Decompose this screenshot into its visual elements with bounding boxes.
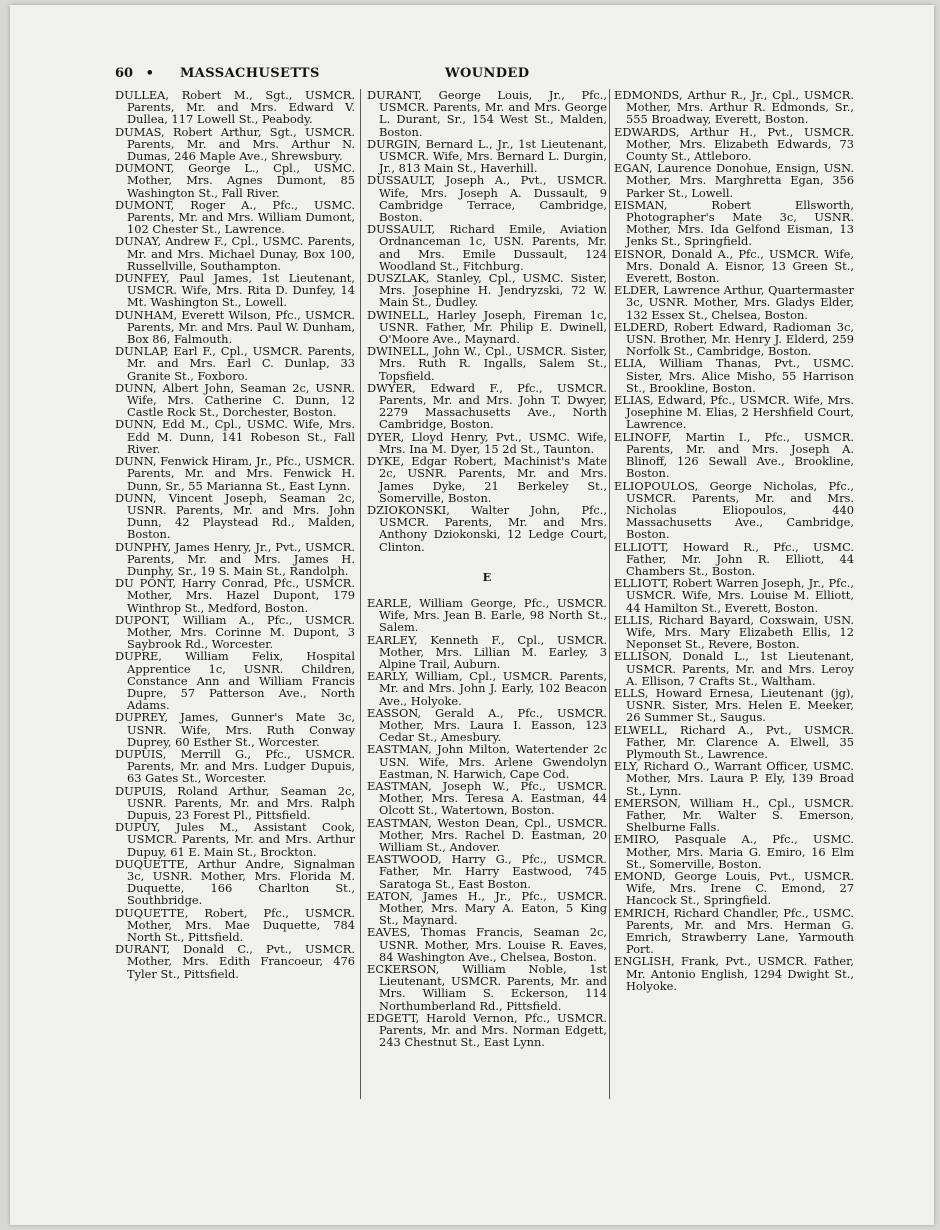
- list-item: DUNN, Fenwick Hiram, Jr., Pfc., USMCR. Parents, Mr. and Mrs. Fenwick H. Dunn, Sr., 55 Marianna St., East Lynn.: [115, 454, 355, 493]
- list-item: EDWARDS, Arthur H., Pvt., USMCR. Mother, Mrs. Elizabeth Edwards, 73 County St., Attleboro.: [614, 124, 854, 164]
- list-item: DUQUETTE, Arthur Andre, Signalman 3c, USNR. Mother, Mrs. Florida M. Duquette, 166 Charlton St., Southbridge.: [115, 856, 355, 908]
- list-item: EARLEY, Kenneth F., Cpl., USMCR. Mother, Mrs. Lillian M. Earley, 3 Alpine Trail, Auburn.: [367, 632, 607, 671]
- list-item: DYKE, Edgar Robert, Machinist's Mate 2c, USNR. Parents, Mr. and Mrs. James Dyke, 21 Berkeley St., Somerville, Boston.: [367, 454, 607, 505]
- list-item: DUSZLAK, Stanley, Cpl., USMC. Sister, Mrs. Josephine H. Jendryzski, 72 W. Main St., Dudley.: [367, 271, 607, 310]
- list-item: EISMAN, Robert Ellsworth, Photographer's Mate 3c, USNR. Mother, Mrs. Ida Gelfond Eisman, 13 Jenks St., Springfield.: [614, 197, 854, 249]
- list-item: EARLY, William, Cpl., USMCR. Parents, Mr. and Mrs. John J. Early, 102 Beacon Ave., Holyoke.: [367, 669, 607, 708]
- list-item: EASTWOOD, Harry G., Pfc., USMCR. Father, Mr. Harry Eastwood, 745 Saratoga St., East Boston.: [367, 852, 607, 891]
- list-item: DUNFEY, Paul James, 1st Lieutenant, USMCR. Wife, Mrs. Rita D. Dunfey, 14 Mt. Washington St., Lowell.: [115, 271, 355, 310]
- list-item: DUPUY, Jules M., Assistant Cook, USMCR. Parents, Mr. and Mrs. Arthur Dupuy, 61 E. Main St., Brockton.: [115, 820, 355, 859]
- column-divider-1: [360, 89, 361, 1099]
- list-item: DWINELL, John W., Cpl., USMCR. Sister, Mrs. Ruth R. Ingalls, Salem St., Topsfield.: [367, 344, 607, 383]
- list-item: ELLIS, Richard Bayard, Coxswain, USN. Wife, Mrs. Mary Elizabeth Ellis, 12 Neponset St., Revere, Boston.: [614, 612, 854, 652]
- list-item: DZIOKONSKI, Walter John, Pfc., USMCR. Parents, Mr. and Mrs. Anthony Dziokonski, 12 Ledge Court, Clinton.: [367, 502, 607, 554]
- list-item: DUPRE, William Felix, Hospital Apprentice 1c, USNR. Children, Constance Ann and William Francis Dupre, 57 Patterson Ave., North Adams.: [115, 649, 355, 713]
- list-item: EDGETT, Harold Vernon, Pfc., USMCR. Parents, Mr. and Mrs. Norman Edgett, 243 Chestnut St., East Lynn.: [367, 1010, 607, 1050]
- list-item: EASSON, Gerald A., Pfc., USMCR. Mother, Mrs. Laura I. Easson, 123 Cedar St., Amesbury.: [367, 705, 607, 745]
- header-bullet: •: [145, 66, 154, 81]
- list-item: ELLIOTT, Howard R., Pfc., USMC. Father, Mr. John R. Elliott, 44 Chambers St., Boston.: [614, 539, 854, 578]
- list-item: EMIRO, Pasquale A., Pfc., USMC. Mother, Mrs. Maria G. Emiro, 16 Elm St., Somerville, Boston.: [614, 832, 854, 871]
- list-item: EMERSON, William H., Cpl., USMCR. Father, Mr. Walter S. Emerson, Shelburne Falls.: [614, 795, 854, 835]
- list-item: EATON, James H., Jr., Pfc., USMCR. Mother, Mrs. Mary A. Eaton, 5 King St., Maynard.: [367, 888, 607, 928]
- list-item: DUNN, Edd M., Cpl., USMC. Wife, Mrs. Edd M. Dunn, 141 Robeson St., Fall River.: [115, 417, 355, 456]
- list-item: EASTMAN, John Milton, Watertender 2c USN. Wife, Mrs. Arlene Gwendolyn Eastman, N. Harwich, Cape Cod.: [367, 742, 607, 781]
- list-item: DUPREY, James, Gunner's Mate 3c, USNR. Wife, Mrs. Ruth Conway Duprey, 60 Esther St., Worcester.: [115, 710, 355, 749]
- column-2: [367, 89, 607, 1048]
- list-item: EMRICH, Richard Chandler, Pfc., USMC. Parents, Mr. and Mrs. Herman G. Emrich, Strawberry Lane, Yarmouth Port.: [614, 905, 854, 957]
- list-item: ELIOPOULOS, George Nicholas, Pfc., USMCR. Parents, Mr. and Mrs. Nicholas Eliopoulos, 440 Massachusetts Ave., Cambridge, Boston.: [614, 478, 854, 542]
- list-item: DU PONT, Harry Conrad, Pfc., USMCR. Mother, Mrs. Hazel Dupont, 179 Winthrop St., Medford, Boston.: [115, 576, 355, 615]
- list-item: DUMAS, Robert Arthur, Sgt., USMCR. Parents, Mr. and Mrs. Arthur N. Dumas, 246 Maple Ave., Shrewsbury.: [115, 124, 355, 164]
- list-item: DURANT, Donald C., Pvt., USMCR. Mother, Mrs. Edith Francoeur, 476 Tyler St., Pittsfield.: [115, 942, 355, 981]
- list-item: ECKERSON, William Noble, 1st Lieutenant, USMCR. Parents, Mr. and Mrs. William S. Eckerson, 114 Northumberland Rd., Pittsfield.: [367, 962, 607, 1013]
- list-item: DUNLAP, Earl F., Cpl., USMCR. Parents, Mr. and Mrs. Earl C. Dunlap, 33 Granite St., Foxboro.: [115, 344, 355, 383]
- list-item: DURGIN, Bernard L., Jr., 1st Lieutenant, USMCR. Wife, Mrs. Bernard L. Durgin, Jr., 813 Main St., Haverhill.: [367, 136, 607, 176]
- list-item: DWINELL, Harley Joseph, Fireman 1c, USNR. Father, Mr. Philip E. Dwinell, O'Moore Ave., Maynard.: [367, 307, 607, 347]
- list-item: DUQUETTE, Robert, Pfc., USMCR. Mother, Mrs. Mae Duquette, 784 North St., Pittsfield.: [115, 905, 355, 945]
- list-item: ENGLISH, Frank, Pvt., USMCR. Father, Mr. Antonio English, 1294 Dwight St., Holyoke.: [614, 954, 854, 993]
- page-number: [115, 66, 154, 81]
- list-item: DUPUIS, Roland Arthur, Seaman 2c, USNR. Parents, Mr. and Mrs. Ralph Dupuis, 23 Forest Pl., Pittsfield.: [115, 783, 355, 822]
- list-item: ELIAS, Edward, Pfc., USMCR. Wife, Mrs. Josephine M. Elias, 2 Hershfield Court, Lawrence.: [614, 393, 854, 432]
- page-header: [115, 66, 860, 84]
- list-item: DURANT, George Louis, Jr., Pfc., USMCR. Parents, Mr. and Mrs. George L. Durant, Sr., 154 West St., Malden, Boston.: [367, 88, 607, 139]
- column-divider-2: [609, 89, 610, 1099]
- list-item: DUNAY, Andrew F., Cpl., USMC. Parents, Mr. and Mrs. Michael Dunay, Box 100, Russellville, Southampton.: [115, 234, 355, 273]
- list-item: EARLE, William George, Pfc., USMCR. Wife, Mrs. Jean B. Earle, 98 North St., Salem.: [367, 595, 607, 635]
- section-letter: E: [482, 569, 492, 584]
- list-item: ELY, Richard O., Warrant Officer, USMC. Mother, Mrs. Laura P. Ely, 139 Broad St., Lynn.: [614, 759, 854, 798]
- list-item: DUNN, Vincent Joseph, Seaman 2c, USNR. Parents, Mr. and Mrs. John Dunn, 42 Playstead Rd., Malden, Boston.: [115, 490, 355, 542]
- list-item: ELLISON, Donald L., 1st Lieutenant, USMCR. Parents, Mr. and Mrs. Leroy A. Ellison, 7 Crafts St., Waltham.: [614, 649, 854, 688]
- list-item: DWYER, Edward F., Pfc., USMCR. Parents, Mr. and Mrs. John T. Dwyer, 2279 Massachusetts Ave., North Cambridge, Boston.: [367, 380, 607, 432]
- list-item: DUMONT, Roger A., Pfc., USMC. Parents, Mr. and Mrs. William Dumont, 102 Chester St., Lawrence.: [115, 197, 355, 237]
- page-number-text: 60: [115, 66, 134, 81]
- list-item: ELWELL, Richard A., Pvt., USMCR. Father, Mr. Clarence A. Elwell, 35 Plymouth St., Lawrence.: [614, 722, 854, 761]
- column-3: [614, 89, 854, 992]
- list-item: EISNOR, Donald A., Pfc., USMCR. Wife, Mrs. Donald A. Eisnor, 13 Green St., Everett, Boston.: [614, 246, 854, 286]
- list-item: DUSSAULT, Joseph A., Pvt., USMCR. Wife, Mrs. Joseph A. Dussault, 9 Cambridge Terrace, Cambridge, Boston.: [367, 173, 607, 225]
- list-item: EGAN, Laurence Donohue, Ensign, USN. Mother, Mrs. Marghretta Egan, 356 Parker St., Lowell.: [614, 161, 854, 200]
- section-title: WOUNDED: [445, 66, 530, 81]
- list-item: DUPONT, William A., Pfc., USMCR. Mother, Mrs. Corinne M. Dupont, 3 Saybrook Rd., Worcester.: [115, 612, 355, 652]
- list-item: ELIA, William Thanas, Pvt., USMC. Sister, Mrs. Alice Misho, 55 Harrison St., Brookline, Boston.: [614, 356, 854, 395]
- list-item: DUSSAULT, Richard Emile, Aviation Ordnanceman 1c, USN. Parents, Mr. and Mrs. Emile Dussault, 124 Woodland St., Fitchburg.: [367, 222, 607, 273]
- list-item: EASTMAN, Joseph W., Pfc., USMCR. Mother, Mrs. Teresa A. Eastman, 44 Olcott St., Watertown, Boston.: [367, 778, 607, 818]
- list-item: ELINOFF, Martin I., Pfc., USMCR. Parents, Mr. and Mrs. Joseph A. Blinoff, 126 Sewall Ave., Brookline, Boston.: [614, 429, 854, 481]
- list-item: ELLIOTT, Robert Warren Joseph, Jr., Pfc., USMCR. Wife, Mrs. Louise M. Elliott, 44 Hamilton St., Everett, Boston.: [614, 576, 854, 615]
- list-item: EAVES, Thomas Francis, Seaman 2c, USNR. Mother, Mrs. Louise R. Eaves, 84 Washington Ave., Chelsea, Boston.: [367, 925, 607, 964]
- list-item: DYER, Lloyd Henry, Pvt., USMC. Wife, Mrs. Ina M. Dyer, 15 2d St., Taunton.: [367, 429, 607, 456]
- column-1: [115, 89, 355, 980]
- list-item: ELDER, Lawrence Arthur, Quartermaster 3c, USNR. Mother, Mrs. Gladys Elder, 132 Essex St., Chelsea, Boston.: [614, 283, 854, 322]
- list-item: DUPUIS, Merrill G., Pfc., USMCR. Parents, Mr. and Mrs. Ludger Dupuis, 63 Gates St., Worcester.: [115, 746, 355, 786]
- list-item: DUMONT, George L., Cpl., USMC. Mother, Mrs. Agnes Dumont, 85 Washington St., Fall River.: [115, 161, 355, 200]
- list-item: ELLS, Howard Ernesa, Lieutenant (jg), USNR. Sister, Mrs. Helen E. Meeker, 26 Summer St., Saugus.: [614, 685, 854, 725]
- list-item: DUNHAM, Everett Wilson, Pfc., USMCR. Parents, Mr. and Mrs. Paul W. Dunham, Box 86, Falmouth.: [115, 307, 355, 347]
- list-item: DUNPHY, James Henry, Jr., Pvt., USMCR. Parents, Mr. and Mrs. James H. Dunphy, Sr., 19 S. Main St., Randolph.: [115, 539, 355, 578]
- state-title: MASSACHUSETTS: [180, 66, 320, 81]
- list-item: EASTMAN, Weston Dean, Cpl., USMCR. Mother, Mrs. Rachel D. Eastman, 20 William St., Andover.: [367, 815, 607, 854]
- list-item: DUNN, Albert John, Seaman 2c, USNR. Wife, Mrs. Catherine C. Dunn, 12 Castle Rock St., Dorchester, Boston.: [115, 380, 355, 420]
- list-item: DULLEA, Robert M., Sgt., USMCR. Parents, Mr. and Mrs. Edward V. Dullea, 117 Lowell St., Peabody.: [115, 88, 355, 127]
- list-item: EMOND, George Louis, Pvt., USMCR. Wife, Mrs. Irene C. Emond, 27 Hancock St., Springfield.: [614, 869, 854, 908]
- list-item: EDMONDS, Arthur R., Jr., Cpl., USMCR. Mother, Mrs. Arthur R. Edmonds, Sr., 555 Broadway, Everett, Boston.: [614, 88, 854, 127]
- list-item: ELDERD, Robert Edward, Radioman 3c, USN. Brother, Mr. Henry J. Elderd, 259 Norfolk St., Cambridge, Boston.: [614, 319, 854, 359]
